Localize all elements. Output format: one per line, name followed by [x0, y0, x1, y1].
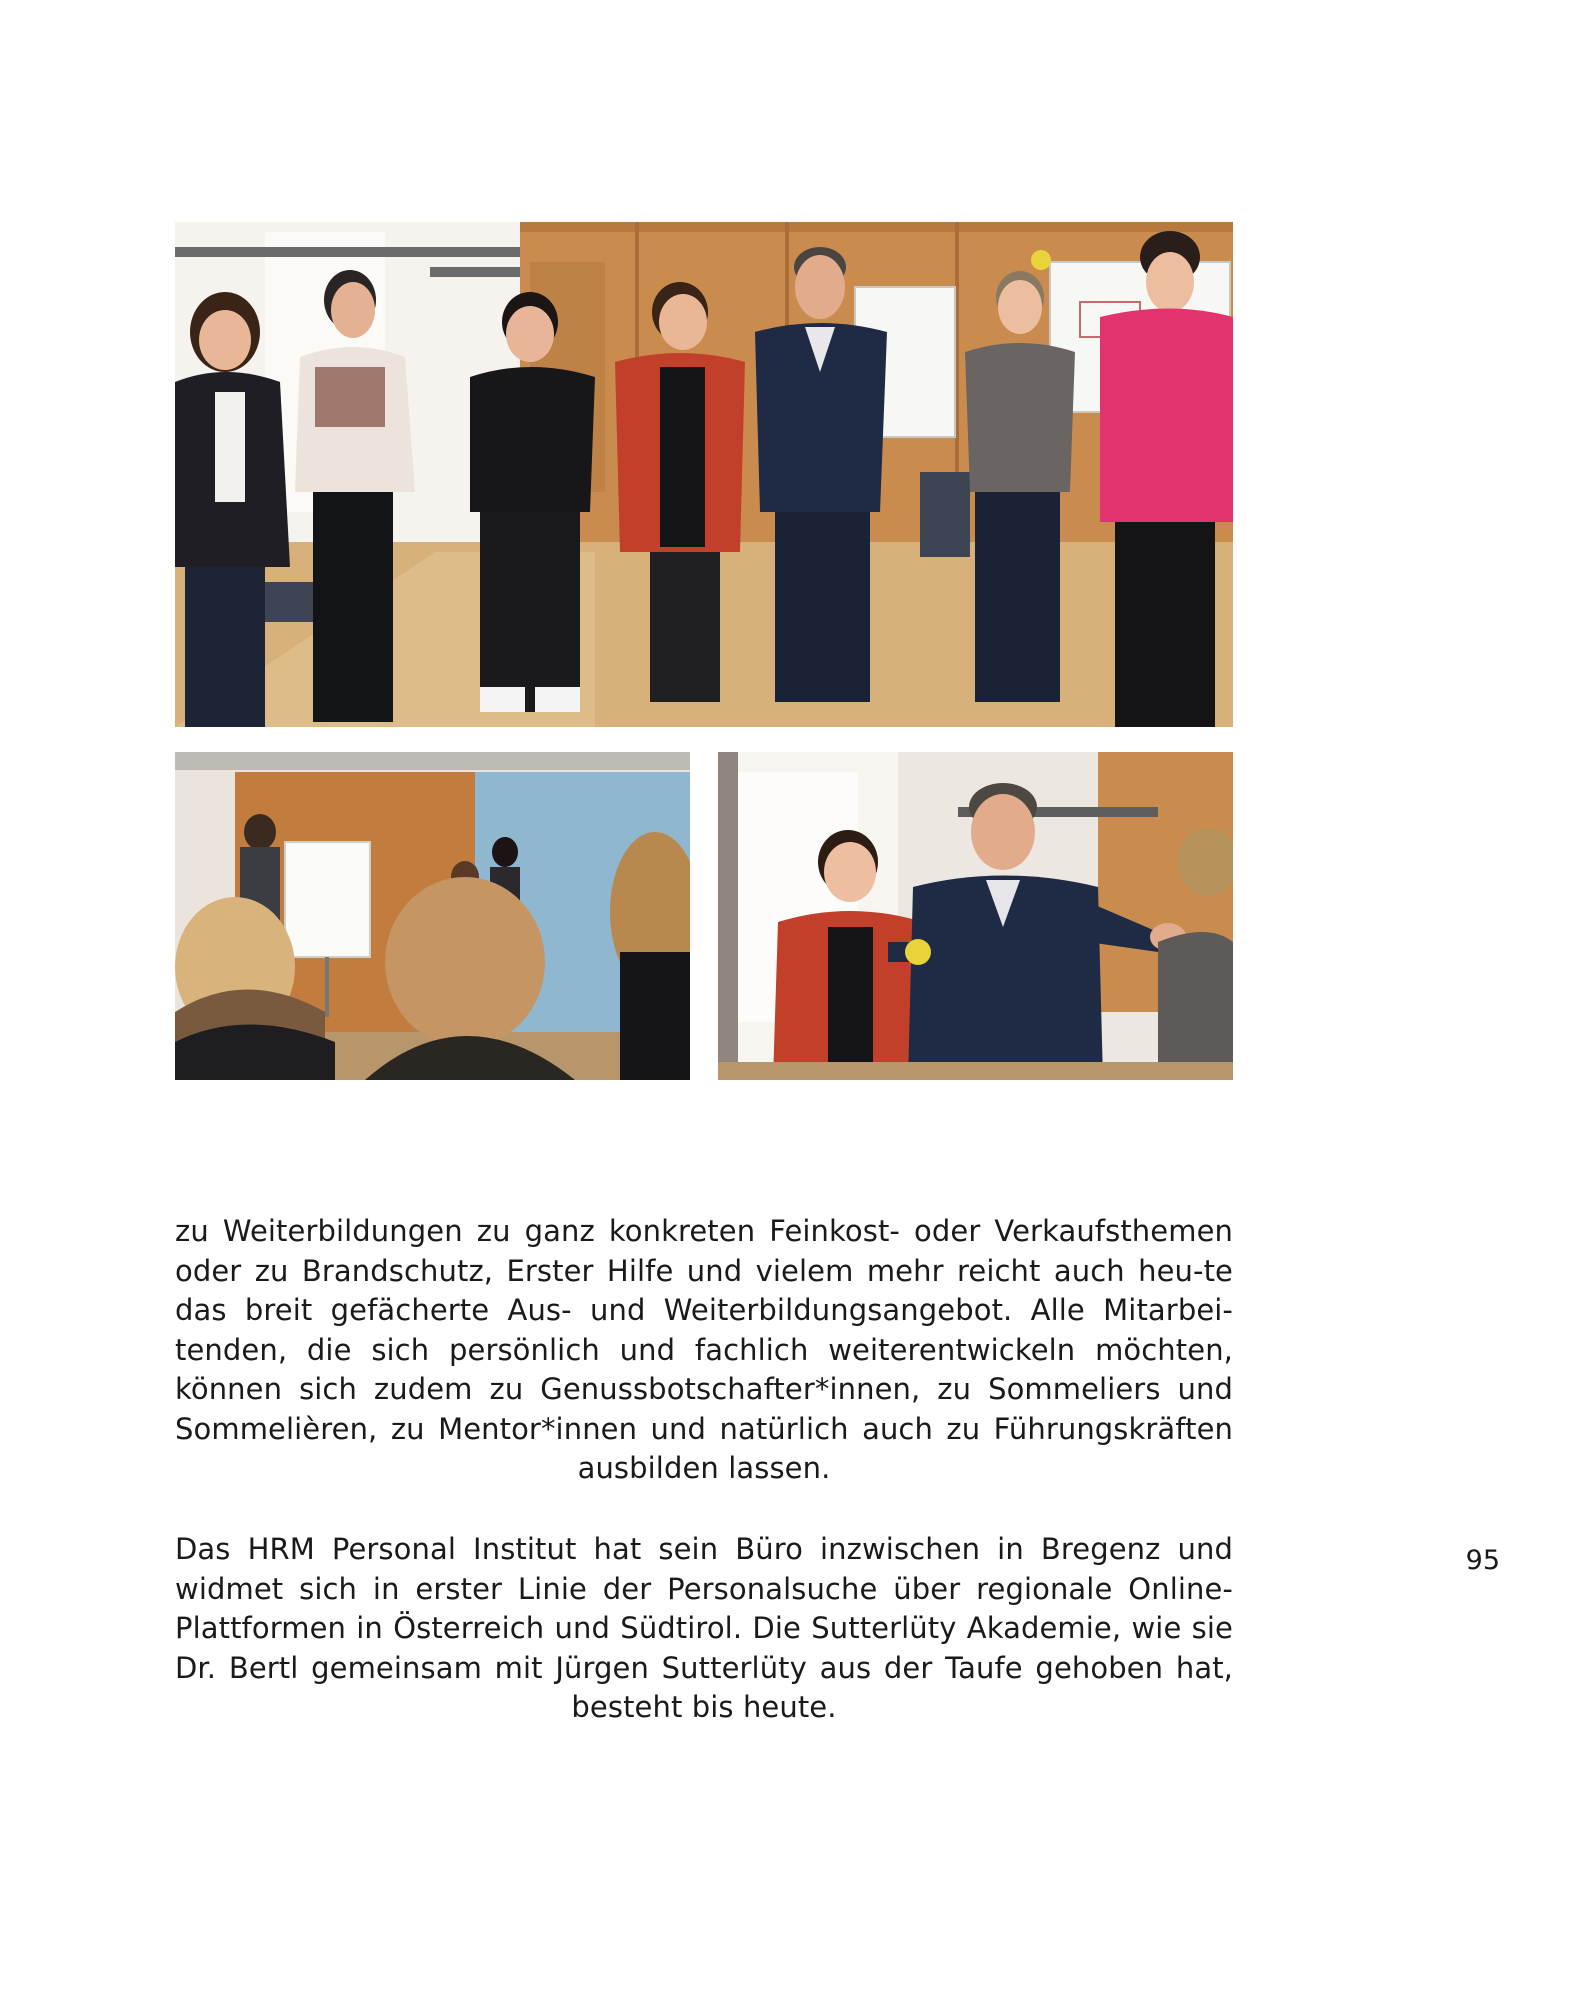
page-number: 95	[1465, 1545, 1500, 1576]
body-paragraph-1: zu Weiterbildungen zu ganz konkreten Feinkost- oder Verkaufsthemen oder zu Brandschutz, Erster Hilfe und vielem mehr reicht auch heu-te das breit gefächerte Aus- und Weiterbildungsangebot. Alle Mitarbei-tenden, die sich persönlich und fachlich weiterentwickeln möchten, können sich zudem zu Genussbotschafter*innen, zu Sommeliers und Sommelièren, zu Mentor*innen und natürlich auch zu Führungskräften ausbilden lassen.	[175, 1214, 1233, 1485]
trainer-photo-illustration	[718, 752, 1233, 1080]
body-paragraph-2: Das HRM Personal Institut hat sein Büro inzwischen in Bregenz und widmet sich in erster Linie der Personalsuche über regionale Online-Plattformen in Österreich und Südtirol. Die Sutterlüty Akademie, wie sie Dr. Bertl gemeinsam mit Jürgen Sutterlüty aus der Taufe gehoben hat, besteht bis heute.	[175, 1532, 1233, 1724]
workshop-photo	[175, 752, 690, 1080]
trainer-photo	[718, 752, 1233, 1080]
workshop-photo-illustration	[175, 752, 690, 1080]
group-photo	[175, 222, 1233, 727]
group-photo-illustration	[175, 222, 1233, 727]
